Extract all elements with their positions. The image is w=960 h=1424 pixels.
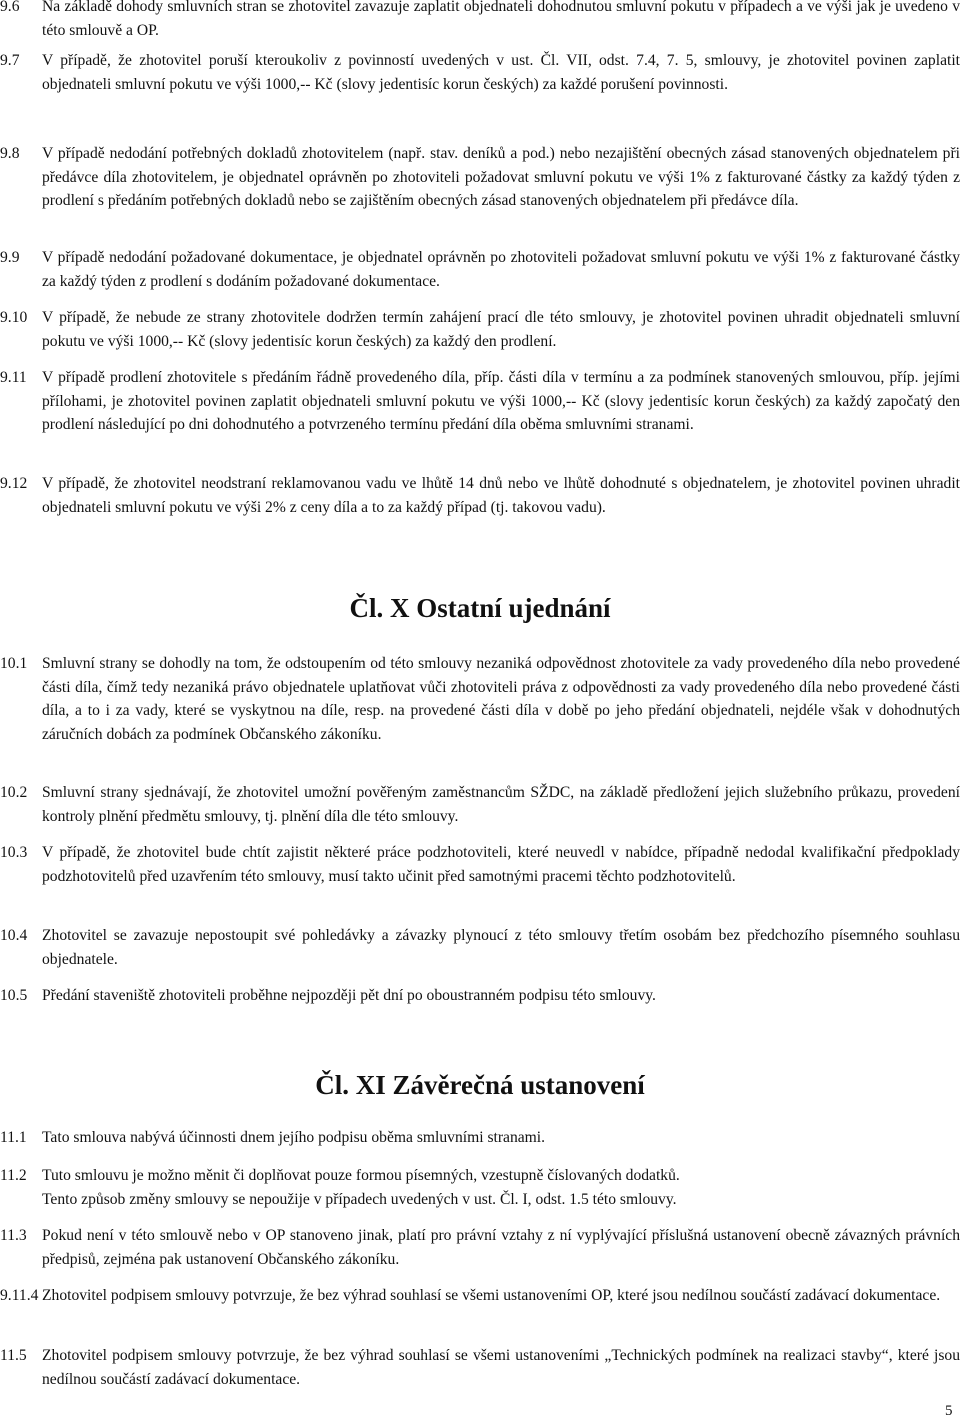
clause-10-3 (0, 841, 960, 888)
clause-9-8 (0, 142, 960, 213)
clause-text: Pokud není v této smlouvě nebo v OP stanoveno jinak, platí pro právní vztahy z ní vyplývající příslušná ustanovení obecně závazných právních předpisů, zejména pak ustanovení Občanského zákoníku. (42, 1227, 960, 1268)
clause-number: 11.2 (0, 1167, 27, 1184)
clause-text: Smluvní strany se dohodly na tom, že odstoupením od této smlouvy nezaniká odpovědnost zhotovitele za vady provedeného díla nebo provedené části díla, čímž tedy nezaniká právo objednatele uplatňovat vůči zhotoviteli práva z odpovědnosti za vady provedeného díla nebo provedené části díla, a to i za vady, které se vyskytnou na díle, resp. na provedené části díla v době po jeho předání objednateli, nejdéle však v dohodnutých záručních dobách za podmínek Občanského zákoníku. (42, 655, 960, 743)
clause-9-9 (0, 246, 960, 293)
clause-10-5 (0, 984, 960, 1008)
clause-9-12 (0, 472, 960, 519)
clause-11-5 (0, 1344, 960, 1391)
clause-number: 9.10 (0, 309, 28, 326)
section-heading-x: Čl. X Ostatní ujednání (349, 593, 611, 623)
clause-11-3 (0, 1224, 960, 1271)
clause-number: 10.5 (0, 987, 28, 1004)
clause-10-2 (0, 781, 960, 828)
clause-10-4 (0, 924, 960, 971)
clause-text: Zhotovitel podpisem smlouvy potvrzuje, že bez výhrad souhlasí se všemi ustanoveními „Technických podmínek na realizaci stavby“, které jsou nedílnou součástí zadávací dokumentace. (42, 1347, 960, 1388)
clause-number: 9.12 (0, 475, 28, 492)
clause-9-7 (0, 49, 960, 96)
clause-9-6 (0, 0, 960, 42)
clause-number: 9.8 (0, 145, 20, 162)
clause-9-10 (0, 306, 960, 353)
clause-11-2 (0, 1164, 960, 1211)
clause-number: 9.6 (0, 0, 20, 15)
clause-10-1 (0, 652, 960, 746)
clause-text: Tuto smlouvu je možno měnit či doplňovat pouze formou písemných, vzestupně číslovaných dodatků. (42, 1167, 680, 1184)
clause-11-1 (0, 1126, 960, 1150)
clause-text: Zhotovitel se zavazuje nepostoupit své pohledávky a závazky plynoucí z této smlouvy třetím osobám bez předchozího písemného souhlasu objednatele. (42, 927, 960, 968)
clause-number: 11.1 (0, 1129, 27, 1146)
clause-9-11 (0, 366, 960, 437)
clause-number: 10.2 (0, 784, 28, 801)
clause-text-continuation: Tento způsob změny smlouvy se nepoužije v případech uvedených v ust. Čl. I, odst. 1.5 této smlouvy. (42, 1190, 677, 1208)
clause-number: 9.11.4 (0, 1287, 39, 1304)
clause-number: 11.5 (0, 1347, 27, 1364)
clause-text: V případě prodlení zhotovitele s předáním řádně provedeného díla, příp. části díla v termínu a za podmínek stanovených smlouvou, příp. jejími přílohami, je zhotovitel povinen zaplatit objednateli smluvní pokutu ve výši 1000,-- Kč (slovy jedentisíc korun českých) za každý započatý den prodlení následující po dni dohodnutého a potvrzeného termínu předání díla oběma smluvními stranami. (42, 369, 960, 434)
clause-number: 9.11 (0, 369, 27, 386)
clause-number: 10.4 (0, 927, 28, 944)
section-heading-xi: Čl. XI Závěrečná ustanovení (315, 1070, 645, 1100)
clause-number: 10.1 (0, 655, 28, 672)
clause-text: V případě nedodání potřebných dokladů zhotovitelem (např. stav. deníků a pod.) nebo nezajištění obecných zásad stanovených objednatelem při předávce díla zhotovitelem, je objednatel oprávněn po zhotoviteli požadovat smluvní pokutu ve výši 1% z fakturované částky za každý týden z prodlení s předáním potřebných dokladů nebo se zajištěním obecných zásad stanovených objednatelem při předávce díla. (42, 145, 960, 210)
clause-text: V případě, že zhotovitel neodstraní reklamovanou vadu ve lhůtě 14 dnů nebo ve lhůtě dohodnuté s objednatelem, je zhotovitel povinen uhradit objednateli smluvní pokutu ve výši 2% z ceny díla a to za každý případ (tj. takovou vadu). (42, 475, 960, 516)
page-number: 5 (945, 1403, 953, 1419)
clause-text: Na základě dohody smluvních stran se zhotovitel zavazuje zaplatit objednateli dohodnutou smluvní pokutu v případech a ve výši jak je uvedeno v této smlouvě a OP. (42, 0, 960, 39)
clause-text: Zhotovitel podpisem smlouvy potvrzuje, že bez výhrad souhlasí se všemi ustanoveními OP, které jsou nedílnou součástí zadávací dokumentace. (42, 1287, 941, 1304)
clause-11-4 (0, 1284, 960, 1308)
clause-text: V případě, že zhotovitel poruší kteroukoliv z povinností uvedených v ust. Čl. VII, odst. 7.4, 7. 5, smlouvy, je zhotovitel povinen zaplatit objednateli smluvní pokutu ve výši 1000,-- Kč (slovy jedentisíc korun českých) za každé porušení povinnosti. (42, 52, 960, 93)
clause-number: 9.7 (0, 52, 20, 69)
clause-text: V případě, že zhotovitel bude chtít zajistit některé práce podzhotoviteli, které neuvedl v nabídce, případně nedodal kvalifikační předpoklady podzhotovitelů před uzavřením této smlouvy, musí takto učinit před samotnými pracemi těchto podzhotovitelů. (42, 844, 960, 885)
clause-number: 11.3 (0, 1227, 27, 1244)
clause-text: Smluvní strany sjednávají, že zhotovitel umožní pověřeným zaměstnancům SŽDC, na základě předložení jejich služebního průkazu, provedení kontroly plnění předmětu smlouvy, tj. plnění díla dle této smlouvy. (42, 784, 960, 825)
clause-text: Předání staveniště zhotoviteli proběhne nejpozději pět dní po oboustranném podpisu této smlouvy. (42, 987, 656, 1004)
clause-number: 9.9 (0, 249, 20, 266)
clause-text: V případě, že nebude ze strany zhotovitele dodržen termín zahájení prací dle této smlouvy, je zhotovitel povinen uhradit objednateli smluvní pokutu ve výši 1000,-- Kč (slovy jedentisíc korun českých) za každý den prodlení. (42, 309, 960, 350)
clause-number: 10.3 (0, 844, 28, 861)
clause-text: Tato smlouva nabývá účinnosti dnem jejího podpisu oběma smluvními stranami. (42, 1129, 546, 1146)
clause-text: V případě nedodání požadované dokumentace, je objednatel oprávněn po zhotoviteli požadovat smluvní pokutu ve výši 1% z fakturované částky za každý týden z prodlení s dodáním požadované dokumentace. (42, 249, 960, 290)
